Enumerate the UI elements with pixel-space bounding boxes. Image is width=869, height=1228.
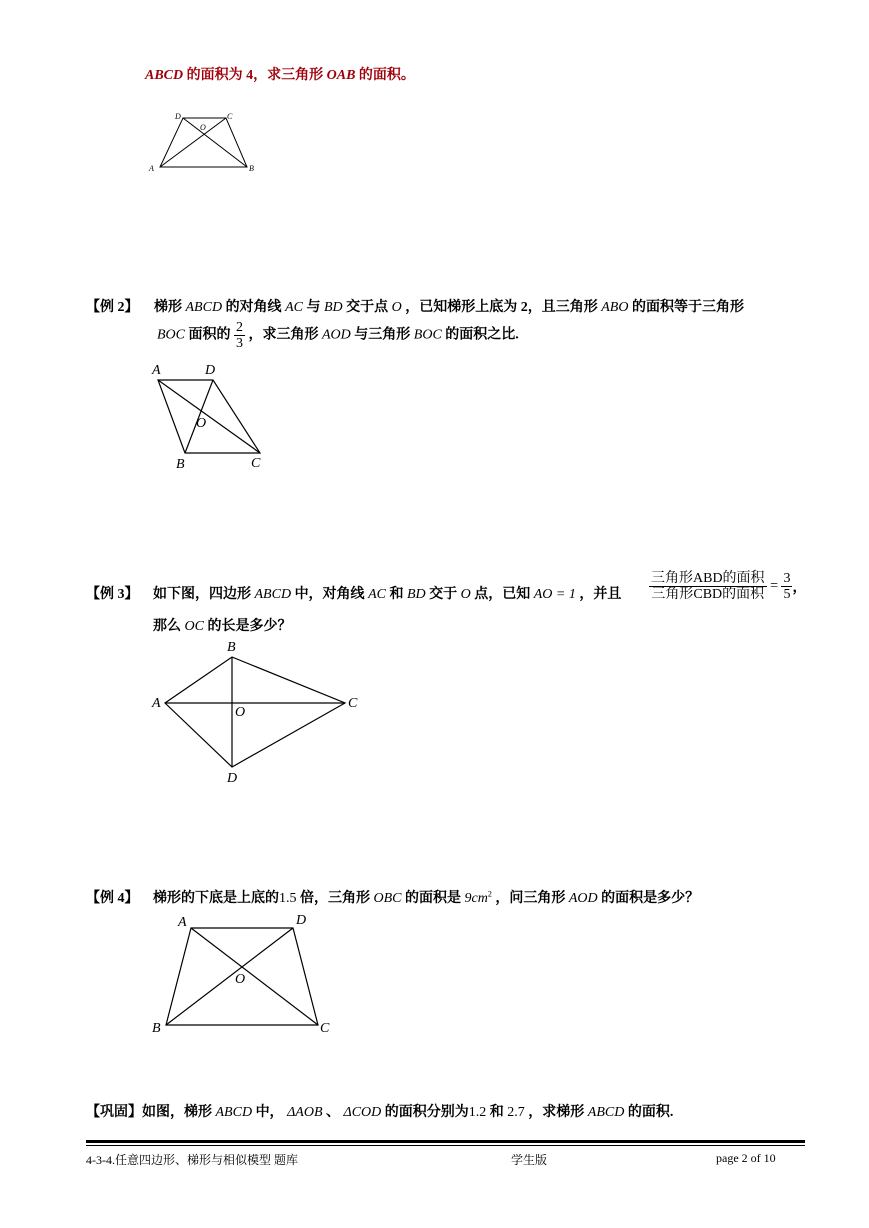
consolidate-t12: ABCD bbox=[587, 1105, 625, 1120]
ex2-l2c: ，求三角形 bbox=[245, 327, 322, 343]
ex4-label-a: A bbox=[178, 915, 187, 930]
ex2-frac-den: 3 bbox=[236, 336, 243, 351]
ex4-t3: 倍，三角形 bbox=[296, 891, 374, 906]
ex2-label-b: B bbox=[176, 457, 185, 472]
consolidate-t7: 的面积分别为 bbox=[381, 1105, 469, 1120]
consolidate-t8: 1.2 bbox=[468, 1105, 487, 1120]
ex3-l2b: OC bbox=[184, 619, 204, 634]
ex3-val-num: 3 bbox=[783, 571, 791, 586]
ex4-t6: 9cm bbox=[464, 891, 488, 906]
footer-right: page 2 of 10 bbox=[716, 1151, 776, 1165]
consolidate-line bbox=[86, 1101, 673, 1121]
ex2-l1-5: BD bbox=[323, 300, 343, 315]
ex3-tail: ， bbox=[792, 580, 807, 596]
footer-rule-thin bbox=[86, 1145, 805, 1146]
ex2-frac-num: 2 bbox=[236, 320, 243, 335]
ex3-l1-8: 点，已知 bbox=[470, 587, 534, 602]
ex2-label-o: O bbox=[196, 416, 207, 431]
ex2-l1-10: 的面积等于三角形 bbox=[628, 300, 744, 315]
ex4-t4: OBC bbox=[373, 891, 402, 906]
consolidate-t2: ABCD bbox=[215, 1105, 253, 1120]
ex3-l1-6: 交于 bbox=[425, 587, 461, 602]
consolidate-t13: 的面积. bbox=[624, 1105, 674, 1120]
ex4-label-o: O bbox=[235, 972, 246, 987]
intro-label-b: B bbox=[249, 164, 254, 173]
ex3-tag: 【例 3】 bbox=[86, 587, 139, 602]
ex2-l1-4: 与 bbox=[302, 300, 324, 315]
ex3-label-o: O bbox=[235, 705, 246, 720]
ex3-frac-den: 三角形CBD的面积 bbox=[651, 587, 765, 602]
ex2-l2b: 面积的 bbox=[185, 327, 231, 343]
consolidate-t6: ΔCOD bbox=[343, 1105, 382, 1120]
ex3-frac-num: 三角形ABD的面积 bbox=[651, 571, 765, 586]
ex4-t9: 的面积是多少？ bbox=[597, 891, 700, 906]
ex2-l1-1: ABCD bbox=[185, 300, 223, 315]
intro-label-a: A bbox=[149, 164, 154, 173]
intro-label-c: C bbox=[227, 112, 233, 121]
ex3-l2c: 的长是多少？ bbox=[203, 619, 292, 634]
ex2-l2e: 与三角形 bbox=[350, 327, 414, 343]
ex4-t8: AOD bbox=[568, 891, 598, 906]
footer-center: 学生版 bbox=[511, 1153, 548, 1167]
ex2-l1-7: O bbox=[391, 300, 402, 315]
ex3-l1-3: AC bbox=[368, 587, 386, 602]
intro-text-2: 的面积。 bbox=[355, 68, 415, 83]
ex3-l1-4: 和 bbox=[385, 587, 407, 602]
intro-label-d: D bbox=[175, 112, 181, 121]
ex3-l1-9: AO = 1 bbox=[533, 587, 576, 602]
ex4-t7: ，问三角形 bbox=[491, 891, 569, 906]
consolidate-t5: 、 bbox=[322, 1105, 344, 1120]
ex2-label-c: C bbox=[251, 456, 261, 471]
consolidate-t11: ，求梯形 bbox=[524, 1105, 588, 1120]
ex2-l2d: AOD bbox=[322, 327, 351, 343]
ex2-l1-8: ，已知梯形上底为 2，且三角形 bbox=[401, 300, 602, 315]
intro-label-o: O bbox=[200, 123, 206, 132]
ex3-l1-0: 如下图，四边形 bbox=[153, 587, 255, 602]
intro-text-1: 的面积为 4，求三角形 bbox=[183, 68, 327, 83]
ex3-l1-7: O bbox=[460, 587, 471, 602]
ex4-label-c: C bbox=[320, 1021, 330, 1036]
ex3-label-d: D bbox=[227, 771, 238, 786]
intro-abcd: ABCD bbox=[145, 68, 184, 83]
ex4-t6-sup: 2 bbox=[487, 889, 492, 899]
ex2-l1-3: AC bbox=[285, 300, 303, 315]
ex3-l1-10: ，并且 bbox=[575, 587, 622, 602]
ex4-label-d: D bbox=[296, 913, 307, 928]
intro-oab: OAB bbox=[326, 68, 356, 83]
ex4-tag: 【例 4】 bbox=[86, 891, 139, 906]
consolidate-t4: ΔAOB bbox=[287, 1105, 323, 1120]
ex4-t1: 梯形的下底是上底的 bbox=[153, 891, 279, 906]
ex4-t5: 的面积是 bbox=[401, 891, 465, 906]
ex4-label-b: B bbox=[152, 1021, 161, 1036]
footer-left: 4-3-4.任意四边形、梯形与相似模型 题库 bbox=[86, 1153, 298, 1167]
ex3-l1-2: 中，对角线 bbox=[291, 587, 369, 602]
ex2-l1-9: ABO bbox=[601, 300, 629, 315]
ex4-t2: 1.5 bbox=[279, 891, 297, 906]
ex3-label-c: C bbox=[348, 696, 358, 711]
ex2-l1-2: 的对角线 bbox=[222, 300, 286, 315]
ex3-l2a: 那么 bbox=[153, 619, 185, 634]
consolidate-tag: 【巩固】 bbox=[86, 1105, 142, 1120]
ex2-l2g: 的面积之比. bbox=[441, 327, 519, 343]
ex3-l1-1: ABCD bbox=[254, 587, 292, 602]
ex2-tag: 【例 2】 bbox=[86, 300, 139, 315]
ex2-l1-6: 交于点 bbox=[342, 300, 392, 315]
ex3-l1-5: BD bbox=[406, 587, 426, 602]
ex3-label-a: A bbox=[152, 696, 161, 711]
consolidate-t1: 如图，梯形 bbox=[142, 1105, 216, 1120]
consolidate-t3: 中， bbox=[252, 1105, 288, 1120]
consolidate-t9: 和 bbox=[486, 1105, 508, 1120]
ex2-label-d: D bbox=[205, 363, 216, 378]
ex2-l1-0: 梯形 bbox=[154, 300, 186, 315]
ex2-l2f: BOC bbox=[413, 327, 442, 343]
ex3-equals: = bbox=[770, 578, 778, 594]
ex2-label-a: A bbox=[152, 363, 161, 378]
ex2-l2a: BOC bbox=[157, 327, 185, 343]
consolidate-t10: 2.7 bbox=[507, 1105, 525, 1120]
ex3-label-b: B bbox=[227, 640, 236, 655]
ex3-val-den: 5 bbox=[783, 587, 791, 602]
footer-rule-thick bbox=[86, 1140, 805, 1143]
